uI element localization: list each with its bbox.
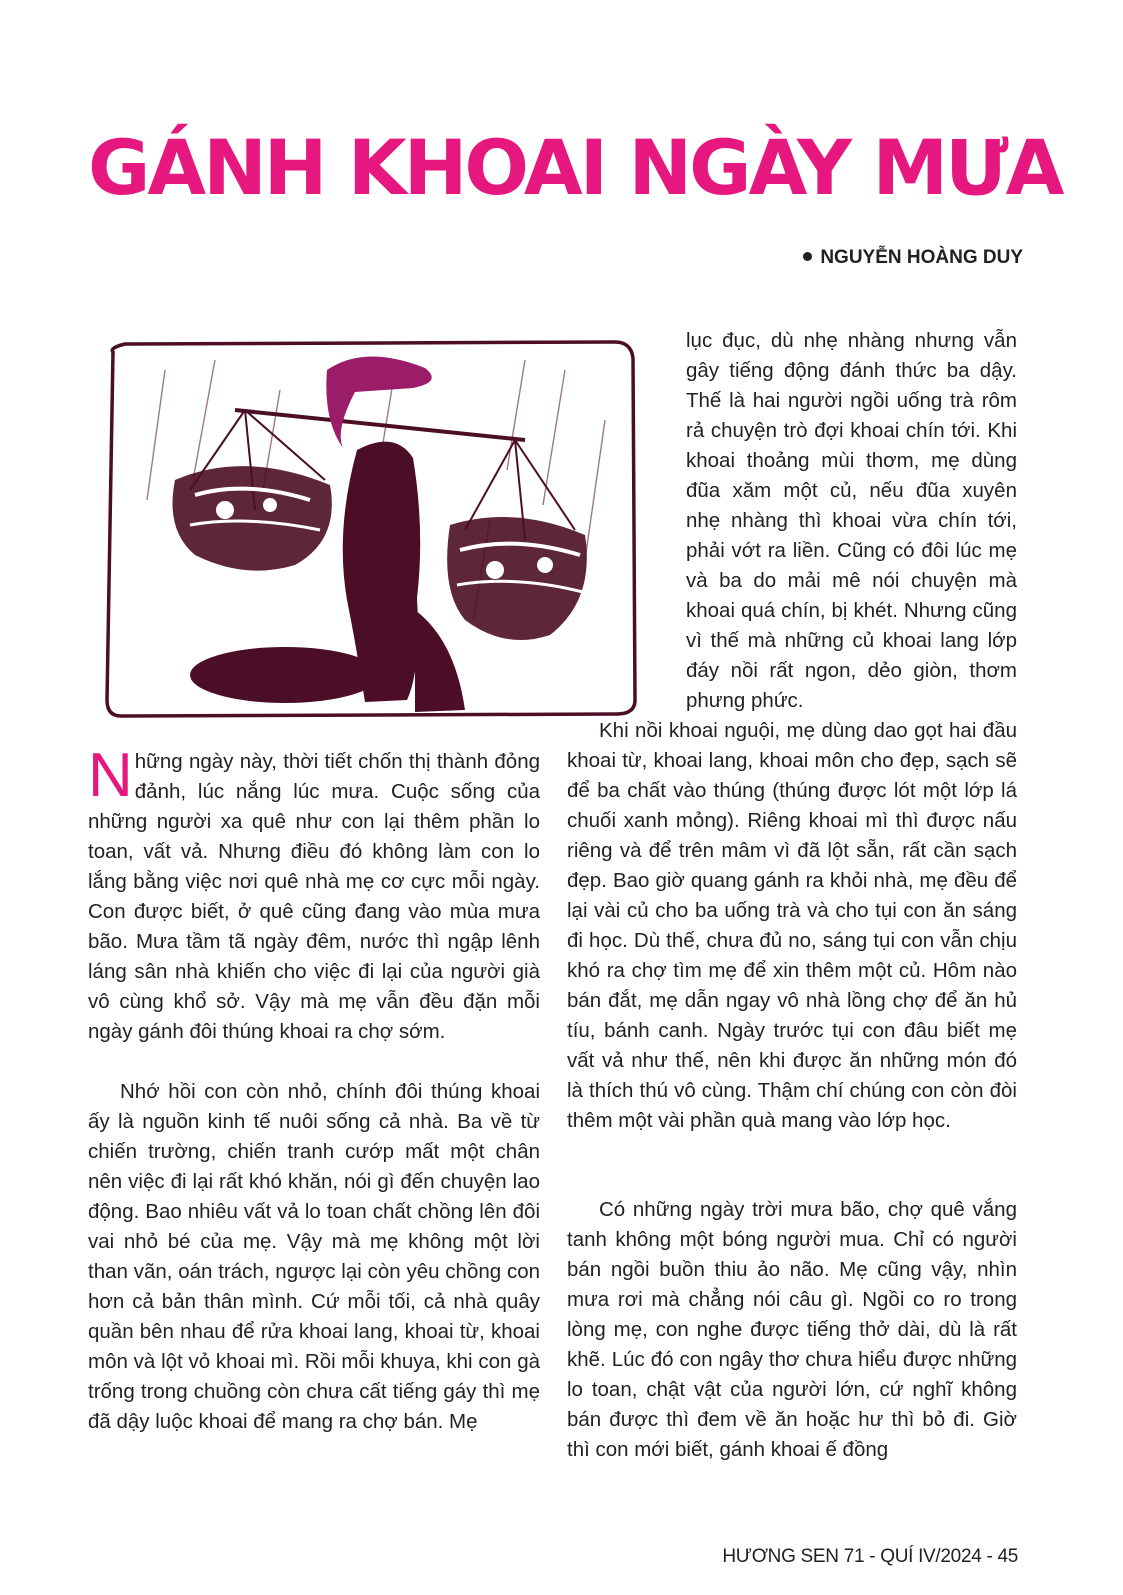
page-footer: HƯƠNG SEN 71 - QUÍ IV/2024 - 45 [722, 1546, 1018, 1567]
paragraph-1-text: hững ngày này, thời tiết chốn thị thành đỏng đảnh, lúc nắng lúc mưa. Cuộc sống của những người xa quê như con lại thêm phần lo toan, vất vả. Nhưng điều đó không làm con lo lắng bằng việc nơi quê nhà mẹ cơ cực mỗi ngày. Con được biết, ở quê cũng đang vào mùa mưa bão. Mưa tầm tã ngày đêm, nước thì ngập lênh láng sân nhà khiến cho việc đi lại của người già vô cùng khổ sở. Vậy mà mẹ vẫn đều đặn mỗi ngày gánh đôi thúng khoai ra chợ sớm. [88, 750, 540, 1043]
ground-shadow [190, 647, 380, 703]
paragraph-4: Có những ngày trời mưa bão, chợ quê vắng tanh không một bóng người mua. Chỉ có người bán ngồi buồn thiu ảo não. Mẹ cũng vậy, nhìn mưa rơi mà chẳng nói câu gì. Ngồi co ro trong lòng mẹ, con nghe được tiếng thở dài, dù là rất khẽ. Lúc đó con ngây thơ chưa hiểu được những lo toan, chật vật của người lớn, cứ nghĩ không bán được thì đem về ăn hoặc hư thì bỏ đi. Giờ thì con mới biết, gánh khoai ế đồng [567, 1198, 1017, 1461]
bullet-icon [803, 252, 812, 261]
left-basket [173, 410, 332, 571]
article-title: GÁNH KHOAI NGÀY MƯA [88, 123, 1062, 212]
street-vendor-illustration [95, 330, 645, 722]
author-byline [803, 247, 1023, 269]
paragraph-2: Nhớ hồi con còn nhỏ, chính đôi thúng khoai ấy là nguồn kinh tế nuôi sống cả nhà. Ba về từ chiến trường, chiến tranh cướp mất một chân nên việc đi lại rất khó khăn, nói gì đến chuyện lao động. Bao nhiêu vất vả lo toan chất chồng lên đôi vai nhỏ bé của mẹ. Vậy mà mẹ không một lời than vãn, oán trách, ngược lại còn yêu chồng con hơn cả bản thân mình. Cứ mỗi tối, cả nhà quây quần bên nhau để rửa khoai lang, khoai từ, khoai môn và lột vỏ khoai mì. Rồi mỗi khuya, khi con gà trống trong chuồng còn chưa cất tiếng gáy thì mẹ đã dậy luộc khoai để mang ra chợ bán. Mẹ [88, 1080, 540, 1433]
right-basket [447, 440, 587, 640]
author-name: NGUYỄN HOÀNG DUY [820, 247, 1023, 268]
dropcap: N [88, 741, 133, 810]
paragraph-3: Khi nồi khoai nguội, mẹ dùng dao gọt hai đầu khoai từ, khoai lang, khoai môn cho đẹp, sạch sẽ để ba chất vào thúng (thúng được lót một lớp lá chuối xanh mỏng). Riêng khoai mì thì được nấu riêng và để trên mâm vì đã lột sẵn, rất cần sạch đẹp. Bao giờ quang gánh ra khỏi nhà, mẹ đều để lại vài củ cho ba uống trà và cho tụi con ăn sáng đi học. Dù thế, chưa đủ no, sáng tụi con vẫn chịu khó ra chợ tìm mẹ để xin thêm một củ. Hôm nào bán đắt, mẹ dẫn ngay vô nhà lồng chợ để ăn hủ tíu, bánh canh. Ngày trước tụi con đâu biết mẹ vất vả như thế, nên khi được ăn những món đó là thích thú vô cùng. Thậm chí chúng con còn đòi thêm một vài phần quà mang vào lớp học. [567, 719, 1017, 1132]
carrying-pole [235, 410, 525, 440]
paragraph-1 [88, 741, 540, 1047]
paragraph-2-continued: lục đục, dù nhẹ nhàng nhưng vẫn gây tiếng động đánh thức ba dậy. Thế là hai người ngồi uống trà rôm rả chuyện trò đợi khoai chín tới. Khi khoai thoảng mùi thơm, mẹ dùng đũa xăm một củ, nếu đũa xuyên nhẹ nhàng thì khoai vừa chín tới, phải vớt ra liền. Cũng có đôi lúc mẹ và ba do mải mê nói chuyện mà khoai quá chín, bị khét. Nhưng cũng vì thế mà những củ khoai lang lớp đáy nồi rất ngon, dẻo giòn, thơm phưng phức. [686, 329, 1017, 712]
